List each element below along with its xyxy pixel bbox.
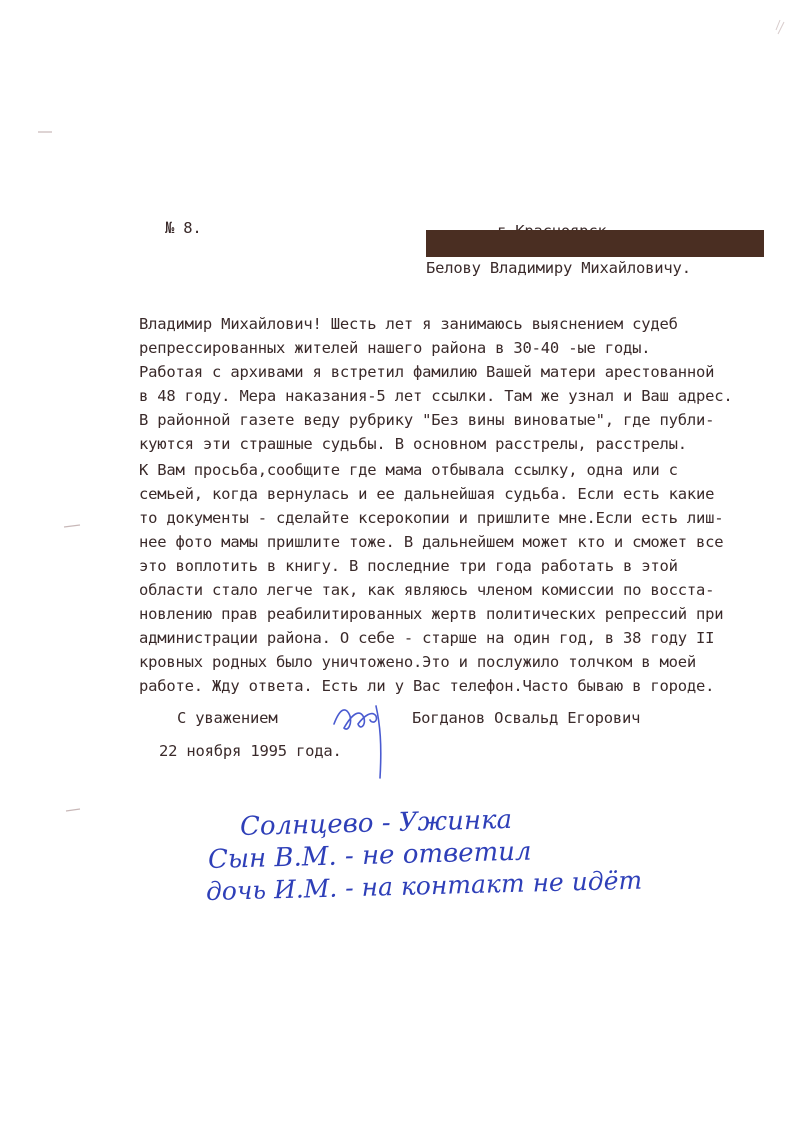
letter-number: № 8. — [165, 219, 202, 237]
handwritten-note-line: Солнцево - Ужинка — [239, 804, 513, 842]
body-line: В районной газете веду рубрику "Без вины виноватые", где публи- — [139, 411, 715, 429]
body-line: то документы - сделайте ксерокопии и пришлите мне.Если есть лиш- — [139, 509, 724, 527]
body-line: Работая с архивами я встретил фамилию Вашей матери арестованной — [139, 363, 715, 381]
handwritten-note-line: дочь И.М. - на контакт не идёт — [205, 865, 643, 906]
body-line: куются эти страшные судьбы. В основном расстрелы, расстрелы. — [139, 435, 687, 453]
recipient-line: Белову Владимиру Михайловичу. — [426, 259, 691, 277]
body-line: нее фото мамы пришлите тоже. В дальнейшем может кто и сможет все — [139, 533, 724, 551]
body-line: области стало легче так, как являюсь членом комиссии по восста- — [139, 581, 715, 599]
body-line: К Вам просьба,сообщите где мама отбывала ссылку, одна или с — [139, 461, 678, 479]
body-line: Владимир Михайлович! Шесть лет я занимаюсь выяснением судеб — [139, 315, 678, 333]
body-line: кровных родных было уничтожено.Это и послужило толчком в моей — [139, 653, 697, 671]
body-line: администрации района. О себе - старше на один год, в 38 году II — [139, 629, 715, 647]
body-line: репрессированных жителей нашего района в 30-40 -ые годы. — [139, 339, 651, 357]
body-line: в 48 году. Мера наказания-5 лет ссылки. Там же узнал и Ваш адрес. — [139, 387, 733, 405]
body-line: семьей, когда вернулась и ее дальнейшая судьба. Если есть какие — [139, 485, 715, 503]
signature-name: Богданов Освальд Егорович — [412, 709, 641, 727]
body-line: новлению прав реабилитированных жертв политических репрессий при — [139, 605, 724, 623]
closing: С уважением — [177, 709, 278, 727]
letter-date: 22 ноября 1995 года. — [159, 742, 342, 760]
handwritten-note-line: Сын В.М. - не ответил — [207, 836, 532, 875]
body-line: это воплотить в книгу. В последние три года работать в этой — [139, 557, 678, 575]
body-line: работе. Жду ответа. Есть ли у Вас телефон.Часто бываю в городе. — [139, 677, 715, 695]
